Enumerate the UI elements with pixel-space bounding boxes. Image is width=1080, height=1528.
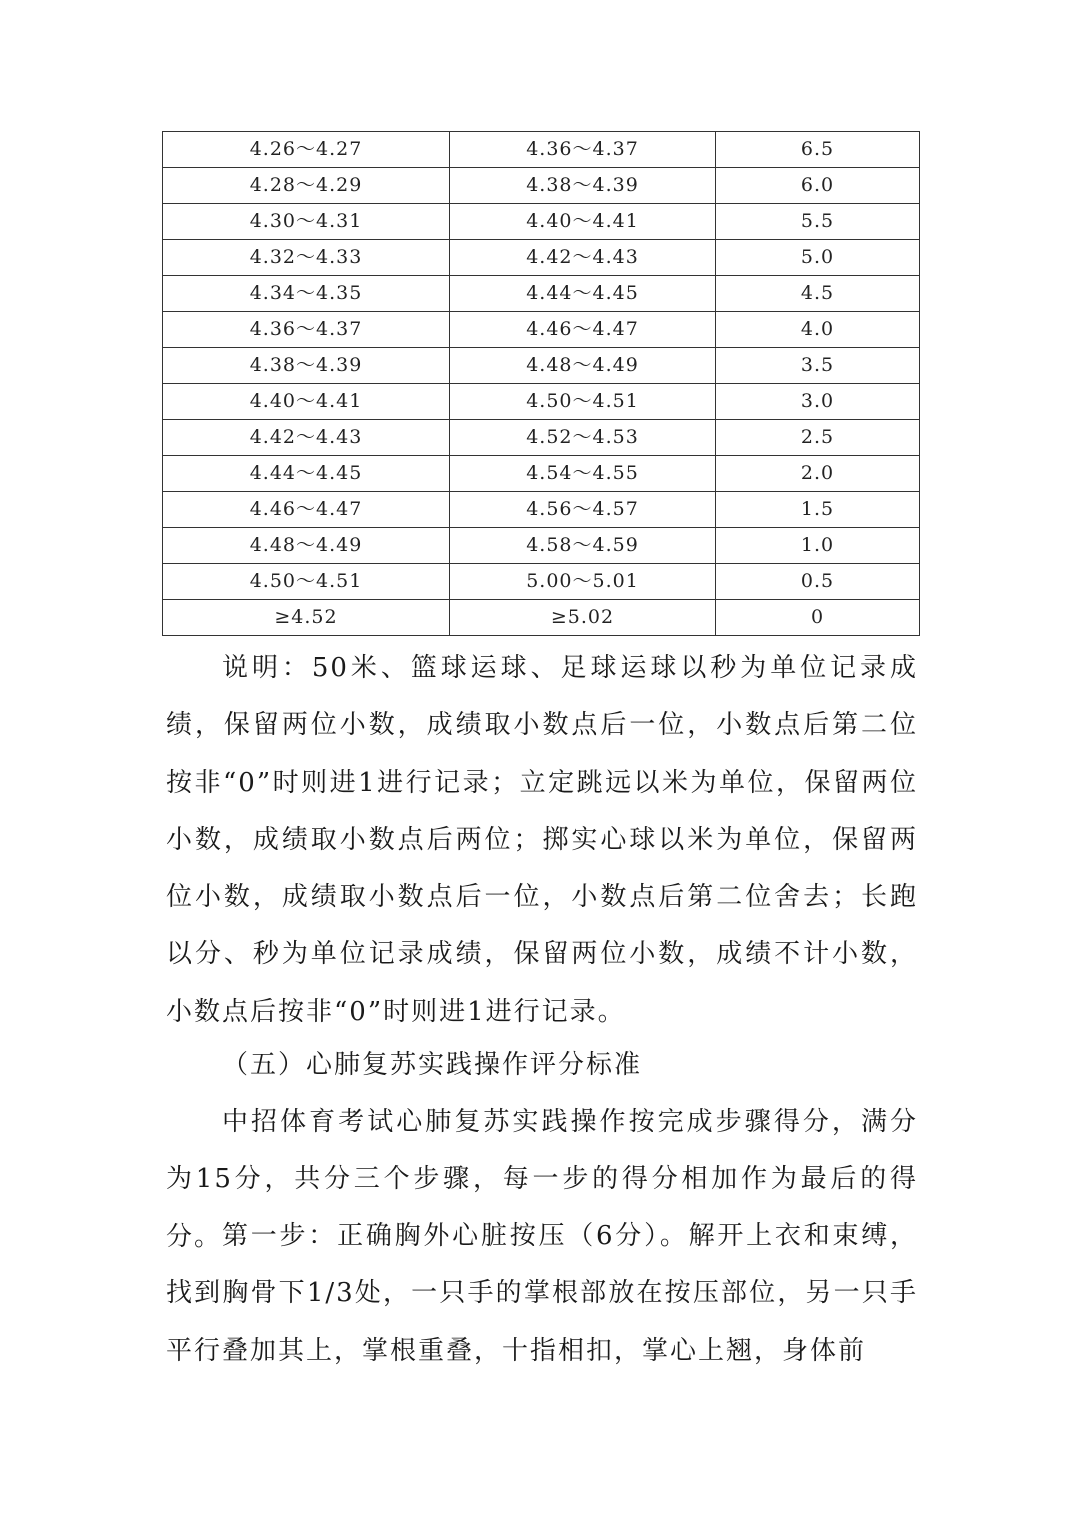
notes-block: [166, 640, 918, 1041]
table-cell: 1.0: [716, 528, 920, 564]
table-cell: 5.5: [716, 204, 920, 240]
score-table: [162, 131, 920, 636]
table-row: [163, 204, 920, 240]
table-row: [163, 168, 920, 204]
table-cell: 6.0: [716, 168, 920, 204]
table-row: [163, 456, 920, 492]
score-table-body: [163, 132, 920, 636]
step-one-paragraph: 第一步：正确胸外心脏按压（6分）。解开上衣和束缚，找到胸骨下1/3处，一只手的掌根部放在按压部位，另一只手平行叠加其上，掌根重叠，十指相扣，掌心上翘，身体前: [166, 1221, 918, 1366]
table-cell: 4.32～4.33: [163, 240, 450, 276]
table-cell: 4.52～4.53: [450, 420, 716, 456]
section-heading: （五）心肺复苏实践操作评分标准: [222, 1050, 643, 1080]
table-row: [163, 528, 920, 564]
table-cell: 4.46～4.47: [163, 492, 450, 528]
table-cell: 4.26～4.27: [163, 132, 450, 168]
notes-paragraph: 说明：50米、篮球运球、足球运球以秒为单位记录成绩，保留两位小数，成绩取小数点后一位，小数点后第二位按非“0”时则进1进行记录；立定跳远以米为单位，保留两位小数，成绩取小数点后两位；掷实心球以米为单位，保留两位小数，成绩取小数点后一位，小数点后第二位舍去；长跑以分、秒为单位记录成绩，保留两位小数，成绩不计小数，小数点后按非“0”时则进1进行记录。: [166, 653, 918, 1027]
table-cell: 3.5: [716, 348, 920, 384]
table-cell: 4.36～4.37: [163, 312, 450, 348]
table-cell: 0: [716, 600, 920, 636]
table-cell: 0.5: [716, 564, 920, 600]
table-cell: 4.0: [716, 312, 920, 348]
table-cell: 4.48～4.49: [163, 528, 450, 564]
table-cell: 4.44～4.45: [450, 276, 716, 312]
table-cell: 4.54～4.55: [450, 456, 716, 492]
table-cell: 4.28～4.29: [163, 168, 450, 204]
table-cell: 5.00～5.01: [450, 564, 716, 600]
step-one-block: [166, 1208, 918, 1380]
table-cell: 4.44～4.45: [163, 456, 450, 492]
table-cell: 4.30～4.31: [163, 204, 450, 240]
table-row: [163, 492, 920, 528]
table-cell: 6.5: [716, 132, 920, 168]
table-cell: 4.48～4.49: [450, 348, 716, 384]
table-row: [163, 564, 920, 600]
table-cell: 2.5: [716, 420, 920, 456]
table-row: [163, 384, 920, 420]
table-cell: 4.58～4.59: [450, 528, 716, 564]
table-cell: 4.56～4.57: [450, 492, 716, 528]
table-row: [163, 348, 920, 384]
table-cell: 4.42～4.43: [163, 420, 450, 456]
table-row: [163, 240, 920, 276]
table-cell: 4.40～4.41: [450, 204, 716, 240]
table-cell: ≥5.02: [450, 600, 716, 636]
table-row: [163, 276, 920, 312]
table-cell: 3.0: [716, 384, 920, 420]
table-cell: 4.50～4.51: [450, 384, 716, 420]
table-row: [163, 132, 920, 168]
table-cell: 4.42～4.43: [450, 240, 716, 276]
table-cell: 4.38～4.39: [163, 348, 450, 384]
table-cell: 4.38～4.39: [450, 168, 716, 204]
intro-paragraph: 中招体育考试心肺复苏实践操作按完成步骤得分，满分为15分，共分三个步骤，每一步的得分相加作为最后的得分。: [166, 1107, 918, 1252]
table-cell: 2.0: [716, 456, 920, 492]
table-cell: 5.0: [716, 240, 920, 276]
table-cell: 4.50～4.51: [163, 564, 450, 600]
table-cell: 4.34～4.35: [163, 276, 450, 312]
table-row: [163, 600, 920, 636]
table-cell: 4.36～4.37: [450, 132, 716, 168]
table-cell: 4.46～4.47: [450, 312, 716, 348]
table-row: [163, 420, 920, 456]
table-cell: 4.40～4.41: [163, 384, 450, 420]
table-cell: 1.5: [716, 492, 920, 528]
table-cell: 4.5: [716, 276, 920, 312]
table-cell: ≥4.52: [163, 600, 450, 636]
table-row: [163, 312, 920, 348]
